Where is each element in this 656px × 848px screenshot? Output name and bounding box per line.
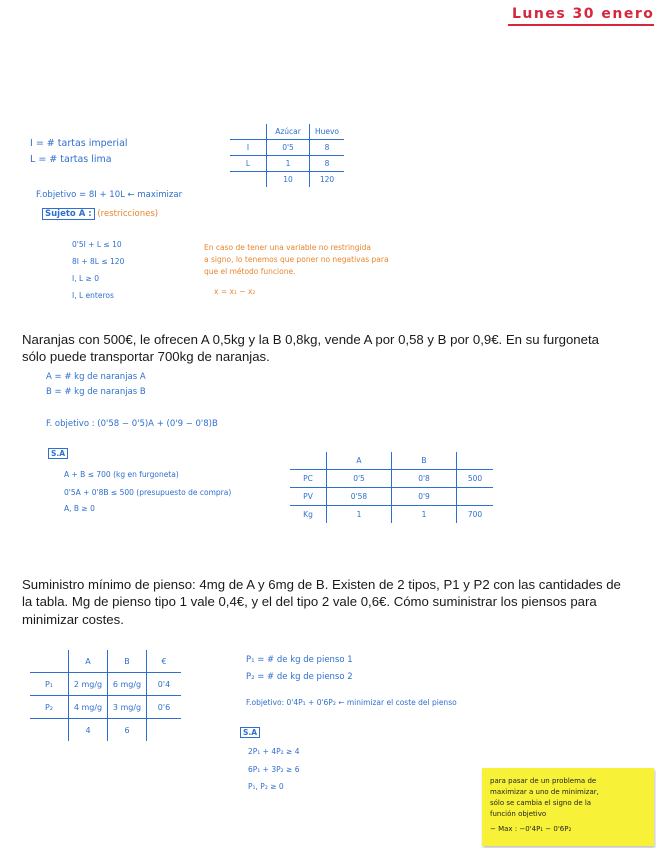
table-cell: 500 (457, 470, 494, 488)
table-cell: I (230, 140, 267, 156)
constraint-3: I, L ≥ 0 (72, 274, 99, 283)
table-row (230, 172, 344, 188)
annotation-line: que el método funcione. (204, 267, 296, 276)
table-cell: 0'8 (392, 470, 457, 488)
table-cell: 10 (267, 172, 310, 188)
constraint-1: 2P₁ + 4P₂ ≥ 4 (248, 747, 300, 756)
table-header: B (108, 650, 147, 673)
table-cell: 6 (108, 719, 147, 742)
table-row (290, 506, 493, 524)
problem2-statement: Naranjas con 500€, le ofrecen A 0,5kg y la B 0,8kg, vende A por 0,58 y B por 0,9€. En su furgoneta sólo puede transportar 700kg de naranjas. (22, 332, 599, 365)
problem1-table (230, 124, 344, 187)
table-cell: P₂ (30, 696, 69, 719)
problem2-subject-to (48, 449, 68, 458)
table-cell (230, 124, 267, 140)
table-cell: 2 mg/g (69, 673, 108, 696)
table-cell: 0'58 (327, 488, 392, 506)
problem3-subject-to (240, 728, 260, 737)
table-cell: 4 mg/g (69, 696, 108, 719)
orange-annotation (204, 242, 389, 278)
annotation-line: a signo, lo tenemos que poner no negativas para (204, 255, 389, 264)
table-cell (147, 719, 182, 742)
table-cell: P₁ (30, 673, 69, 696)
table-row (230, 140, 344, 156)
table-row (30, 650, 181, 673)
constraint-2: 0'5A + 0'8B ≤ 500 (presupuesto de compra) (64, 488, 232, 497)
problem2-table (290, 452, 493, 523)
sticky-note-line: función objetivo (490, 810, 547, 818)
constraint-3: P₁, P₂ ≥ 0 (248, 782, 284, 791)
subject-to-label: Sujeto A : (42, 208, 95, 220)
table-cell: 6 mg/g (108, 673, 147, 696)
table-header: A (327, 452, 392, 470)
table-header: Azúcar (267, 124, 310, 140)
table-row (290, 470, 493, 488)
problem1-subject-to (42, 209, 158, 219)
constraint-1: 0'5I + L ≤ 10 (72, 240, 122, 249)
table-row (30, 719, 181, 742)
variable-l-definition: L = # tartas lima (30, 154, 112, 165)
constraint-2: 8I + 8L ≤ 120 (72, 257, 125, 266)
table-cell (290, 452, 327, 470)
table-header: A (69, 650, 108, 673)
table-cell: 1 (392, 506, 457, 524)
sticky-note-line: sólo se cambia el signo de la (490, 799, 592, 807)
table-cell: 4 (69, 719, 108, 742)
sticky-note (482, 768, 654, 846)
table-cell (457, 488, 494, 506)
sticky-note-formula: − Max : −0'4P₁ − 0'6P₂ (490, 825, 572, 833)
sticky-note-line: para pasar de un problema de (490, 777, 597, 785)
table-header: Huevo (310, 124, 345, 140)
constraint-4: I, L enteros (72, 291, 114, 300)
table-cell: 120 (319, 175, 335, 184)
table-cell (457, 452, 494, 470)
variable-p1-definition: P₁ = # de kg de pienso 1 (246, 655, 353, 665)
orange-formula: x = x₁ − x₂ (214, 287, 256, 296)
date-underline (508, 24, 654, 26)
table-cell: 8 (310, 156, 345, 172)
table-cell (30, 650, 69, 673)
sticky-note-line: maximizar a uno de minimizar, (490, 788, 599, 796)
annotation-line: En caso de tener una variable no restringida (204, 243, 371, 252)
table-cell: 0'9 (392, 488, 457, 506)
problem2-objective: F. objetivo : (0'58 − 0'5)A + (0'9 − 0'8)B (46, 419, 218, 429)
table-row (230, 156, 344, 172)
constraint-2: 6P₁ + 3P₂ ≥ 6 (248, 765, 300, 774)
constraint-3: A, B ≥ 0 (64, 504, 95, 513)
problem3-objective: F.objetivo: 0'4P₁ + 0'6P₂ ← minimizar el coste del pienso (246, 698, 457, 707)
table-header: B (392, 452, 457, 470)
table-cell (30, 719, 69, 742)
problem1-objective: F.objetivo = 8I + 10L ← maximizar (36, 190, 183, 200)
table-cell: 0'5 (327, 470, 392, 488)
problem3-table (30, 650, 181, 741)
variable-b-definition: B = # kg de naranjas B (46, 387, 146, 397)
subject-to-label: S.A (240, 727, 260, 738)
table-cell: 0'4 (147, 673, 182, 696)
table-cell: L (230, 156, 267, 172)
table-cell: PC (290, 470, 327, 488)
table-cell: 3 mg/g (108, 696, 147, 719)
table-cell: 0'5 (267, 140, 310, 156)
variable-i-definition: I = # tartas imperial (30, 138, 128, 149)
variable-p2-definition: P₂ = # de kg de pienso 2 (246, 672, 353, 682)
subject-to-label: S.A (48, 448, 68, 459)
table-row (30, 673, 181, 696)
table-cell: 1 (327, 506, 392, 524)
table-row (230, 124, 344, 140)
table-header: € (147, 650, 182, 673)
table-row (290, 488, 493, 506)
table-cell: 8 (310, 140, 345, 156)
table-cell: PV (290, 488, 327, 506)
table-cell: 700 (467, 510, 483, 519)
table-row (290, 452, 493, 470)
constraint-1: A + B ≤ 700 (kg en furgoneta) (64, 470, 179, 479)
page-date: Lunes 30 enero (512, 6, 655, 22)
restrictions-note: (restricciones) (97, 209, 159, 219)
table-cell: Kg (290, 506, 327, 524)
table-cell: 1 (267, 156, 310, 172)
table-cell (230, 172, 267, 188)
table-cell: 0'6 (147, 696, 182, 719)
variable-a-definition: A = # kg de naranjas A (46, 372, 146, 382)
problem3-statement: Suministro mínimo de pienso: 4mg de A y 6mg de B. Existen de 2 tipos, P1 y P2 con las cantidades de la tabla. Mg de pienso tipo 1 vale 0,4€, y el del tipo 2 vale 0,6€. Cómo suministrar los piensos para minimizar costes. (22, 577, 621, 627)
table-row (30, 696, 181, 719)
